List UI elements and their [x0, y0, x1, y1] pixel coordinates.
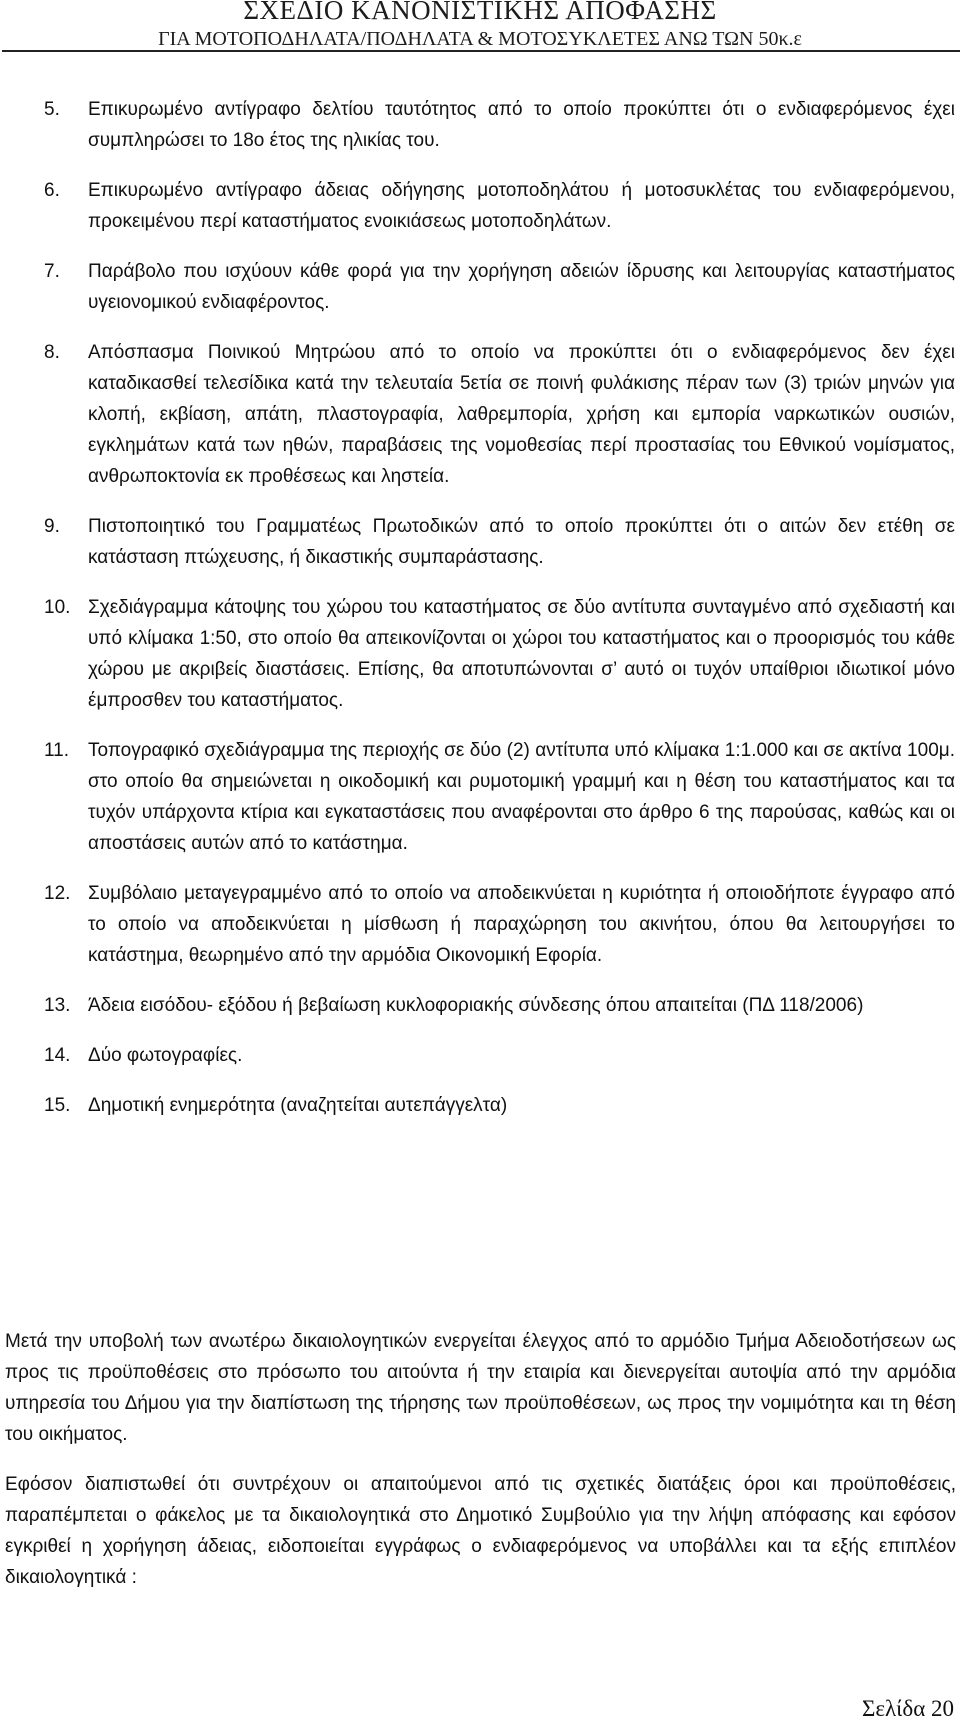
page-number: Σελίδα 20 — [861, 1696, 954, 1721]
list-item — [44, 735, 955, 859]
list-item-text: Άδεια εισόδου- εξόδου ή βεβαίωση κυκλοφοριακής σύνδεσης όπου απαιτείται (ΠΔ 118/2006) — [88, 995, 864, 1016]
list-item-text: Επικυρωμένο αντίγραφο δελτίου ταυτότητος από το οποίο προκύπτει ότι ο ενδιαφερόμενος έχει συμπληρώσει το 18ο έτος της ηλικίας του. — [88, 99, 955, 151]
list-item-number: 10. — [44, 597, 71, 618]
list-item-text: Δημοτική ενημερότητα (αναζητείται αυτεπάγγελτα) — [88, 1095, 508, 1116]
list-item — [44, 592, 955, 716]
list-item — [44, 511, 955, 573]
header-divider — [2, 50, 960, 52]
list-item-text: Τοπογραφικό σχεδιάγραμμα της περιοχής σε δύο (2) αντίτυπα υπό κλίμακα 1:1.000 και σε ακτίνα 100μ. στο οποίο θα σημειώνεται η οικοδομική και ρυμοτομική γραμμή και η θέση του καταστήματος και τα τυχόν υπάρχοντα κτίρια και εγκαταστάσεις που αναφέρονται στο άρθρο 6 της παρούσας, καθώς και οι αποστάσεις αυτών από το κατάστημα. — [88, 740, 955, 854]
list-item-number: 13. — [44, 995, 71, 1016]
list-item — [44, 878, 955, 971]
list-item-text: Απόσπασμα Ποινικού Μητρώου από το οποίο να προκύπτει ότι ο ενδιαφερόμενος δεν έχει καταδικασθεί τελεσίδικα κατά την τελευταία 5ετία σε ποινή φυλάκισης πέραν των (3) τριών μηνών για κλοπή, εκβίαση, απάτη, πλαστογραφία, λαθρεμπορία, χρήση και εμπορία ναρκωτικών ουσιών, εγκλημάτων κατά των ηθών, παραβάσεις της νομοθεσίας περί προστασίας του Εθνικού νομίσματος, ανθρωποκτονία εκ προθέσεως και ληστεία. — [88, 342, 955, 487]
list-item — [44, 256, 955, 318]
list-item-number: 15. — [44, 1095, 71, 1116]
list-item-number: 9. — [44, 516, 60, 537]
list-item — [44, 337, 955, 492]
list-item-text: Σχεδιάγραμμα κάτοψης του χώρου του καταστήματος σε δύο αντίτυπα συνταγμένο από σχεδιαστή και υπό κλίμακα 1:50, στο οποίο θα απεικονίζονται οι χώροι του καταστήματος και ο προορισμός του κάθε χώρου με ακριβείς διαστάσεις. Επίσης, θα αποτυπώνονται σ’ αυτό οι τυχόν υπαίθριοι ιδιωτικοί μόνο έμπροσθεν του καταστήματος. — [88, 597, 955, 711]
list-item-text: Δύο φωτογραφίες. — [88, 1045, 243, 1066]
requirements-list — [44, 94, 955, 1140]
list-item-number: 11. — [44, 740, 70, 761]
header-title: ΣΧΕΔΙΟ ΚΑΝΟΝΙΣΤΙΚΗΣ ΑΠΟΦΑΣΗΣ — [243, 0, 717, 25]
list-item — [44, 94, 955, 156]
list-item-number: 8. — [44, 342, 60, 363]
list-item-number: 7. — [44, 261, 60, 282]
list-item-text: Παράβολο που ισχύουν κάθε φορά για την χορήγηση αδειών ίδρυσης και λειτουργίας καταστήματος υγειονομικού ενδιαφέροντος. — [88, 261, 955, 313]
list-item — [44, 1090, 955, 1121]
list-item-number: 14. — [44, 1045, 71, 1066]
page-header — [0, 0, 960, 52]
body-paragraphs — [5, 1326, 956, 1612]
body-paragraph: Μετά την υποβολή των ανωτέρω δικαιολογητικών ενεργείται έλεγχος από το αρμόδιο Τμήμα Αδειοδοτήσεων ως προς τις προϋποθέσεις στο πρόσωπο του αιτούντα ή την εταιρία και διενεργείται αυτοψία από την αρμόδια υπηρεσία του Δήμου για την διαπίστωση της τήρησης των προϋποθέσεων, ως προς την νομιμότητα και τη θέση του οικήματος. — [5, 1331, 956, 1445]
list-item — [44, 175, 955, 237]
list-item-text: Συμβόλαιο μεταγεγραμμένο από το οποίο να αποδεικνύεται η κυριότητα ή οποιοδήποτε έγγραφο από το οποίο να αποδεικνύεται η μίσθωση ή παραχώρηση του ακινήτου, όπου θα λειτουργήσει το κατάστημα, θεωρημένο από την αρμόδια Οικονομική Εφορία. — [88, 883, 955, 966]
body-paragraph: Εφόσον διαπιστωθεί ότι συντρέχουν οι απαιτούμενοι από τις σχετικές διατάξεις όροι και προϋποθέσεις, παραπέμπεται ο φάκελος με τα δικαιολογητικά στο Δημοτικό Συμβούλιο για την λήψη απόφασης και εφόσον εγκριθεί η χορήγηση άδειας, ειδοποιείται εγγράφως ο ενδιαφερόμενος να υποβάλλει και τα εξής επιπλέον δικαιολογητικά : — [5, 1474, 956, 1588]
list-item-text: Πιστοποιητικό του Γραμματέως Πρωτοδικών από το οποίο προκύπτει ότι ο αιτών δεν ετέθη σε κατάσταση πτώχευσης, ή δικαστικής συμπαράστασης. — [88, 516, 955, 568]
list-item-number: 6. — [44, 180, 60, 201]
list-item — [44, 1040, 955, 1071]
list-item-text: Επικυρωμένο αντίγραφο άδειας οδήγησης μοτοποδηλάτου ή μοτοσυκλέτας του ενδιαφερόμενου, προκειμένου περί καταστήματος ενοικιάσεως μοτοποδηλάτων. — [88, 180, 955, 232]
header-subtitle: ΓΙΑ ΜΟΤΟΠΟΔΗΛΑΤΑ/ΠΟΔΗΛΑΤΑ & ΜΟΤΟΣΥΚΛΕΤΕΣ ΑΝΩ ΤΩΝ 50κ.ε — [158, 28, 802, 50]
list-item-number: 5. — [44, 99, 60, 120]
list-item-number: 12. — [44, 883, 71, 904]
list-item — [44, 990, 955, 1021]
